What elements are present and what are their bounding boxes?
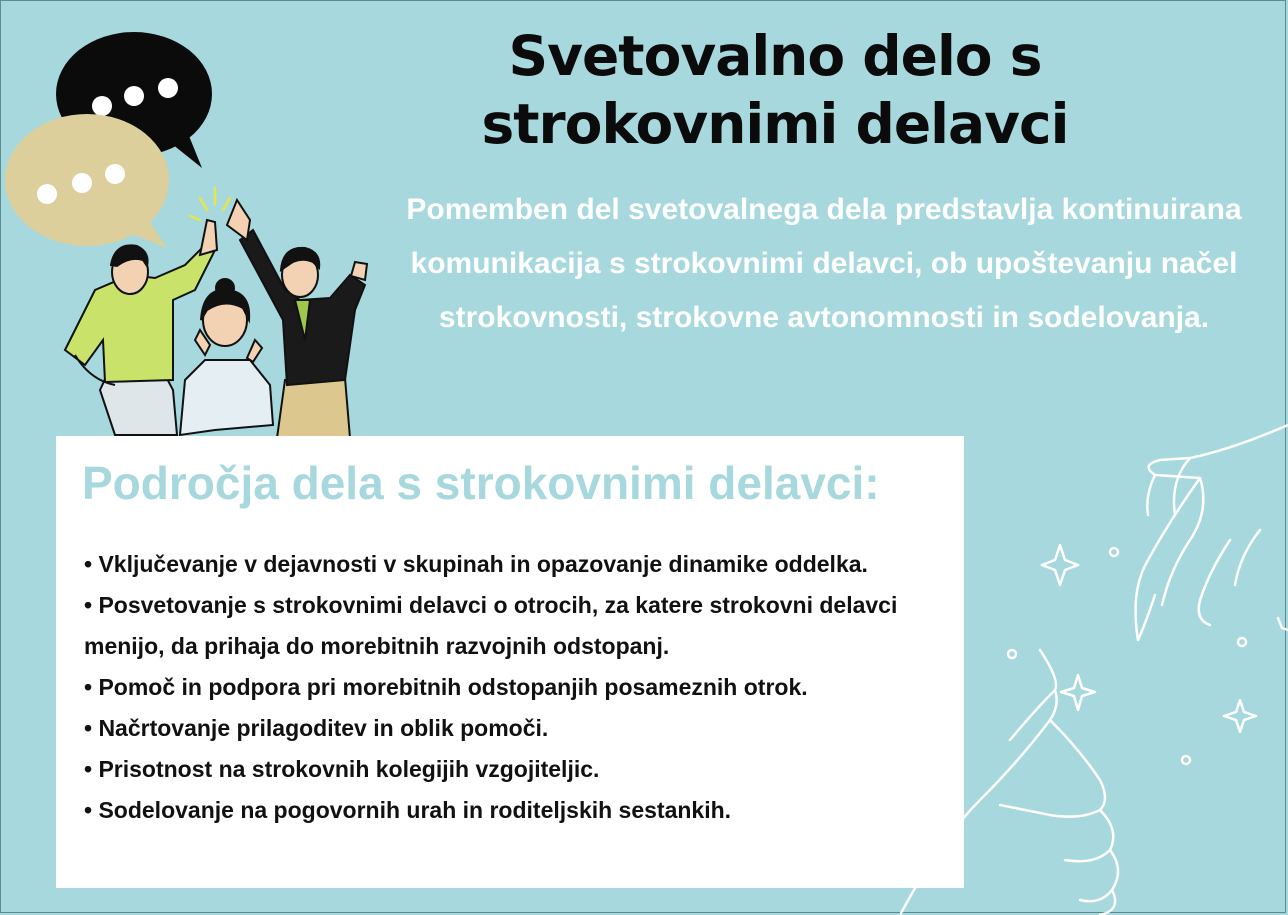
areas-list — [84, 544, 934, 831]
list-item: • Pomoč in podpora pri morebitnih odstopanjih posameznih otrok. — [84, 674, 808, 700]
list-item: • Posvetovanje s strokovnimi delavci o otrocih, za katere strokovni delavci menijo, da prihaja do morebitnih razvojnih odstopanj. — [84, 592, 898, 659]
page-title: Svetovalno delo s strokovnimi delavci — [481, 24, 1069, 156]
list-item: • Sodelovanje na pogovornih urah in roditeljskih sestankih. — [84, 797, 732, 823]
card-title: Področja dela s strokovnimi delavci: — [82, 457, 880, 509]
intro-paragraph: Pomemben del svetovalnega dela predstavlja kontinuirana komunikacija s strokovnimi delavci, ob upoštevanju načel strokovnosti, strokovne avtonomnosti in sodelovanja. — [406, 193, 1242, 334]
list-item: • Prisotnost na strokovnih kolegijih vzgojiteljic. — [84, 756, 600, 782]
people-high-five-illustration — [55, 180, 395, 438]
areas-card — [56, 436, 964, 888]
list-item: • Načrtovanje prilagoditev in oblik pomoči. — [84, 715, 549, 741]
list-item: • Vključevanje v dejavnosti v skupinah in opazovanje dinamike oddelka. — [84, 551, 868, 577]
